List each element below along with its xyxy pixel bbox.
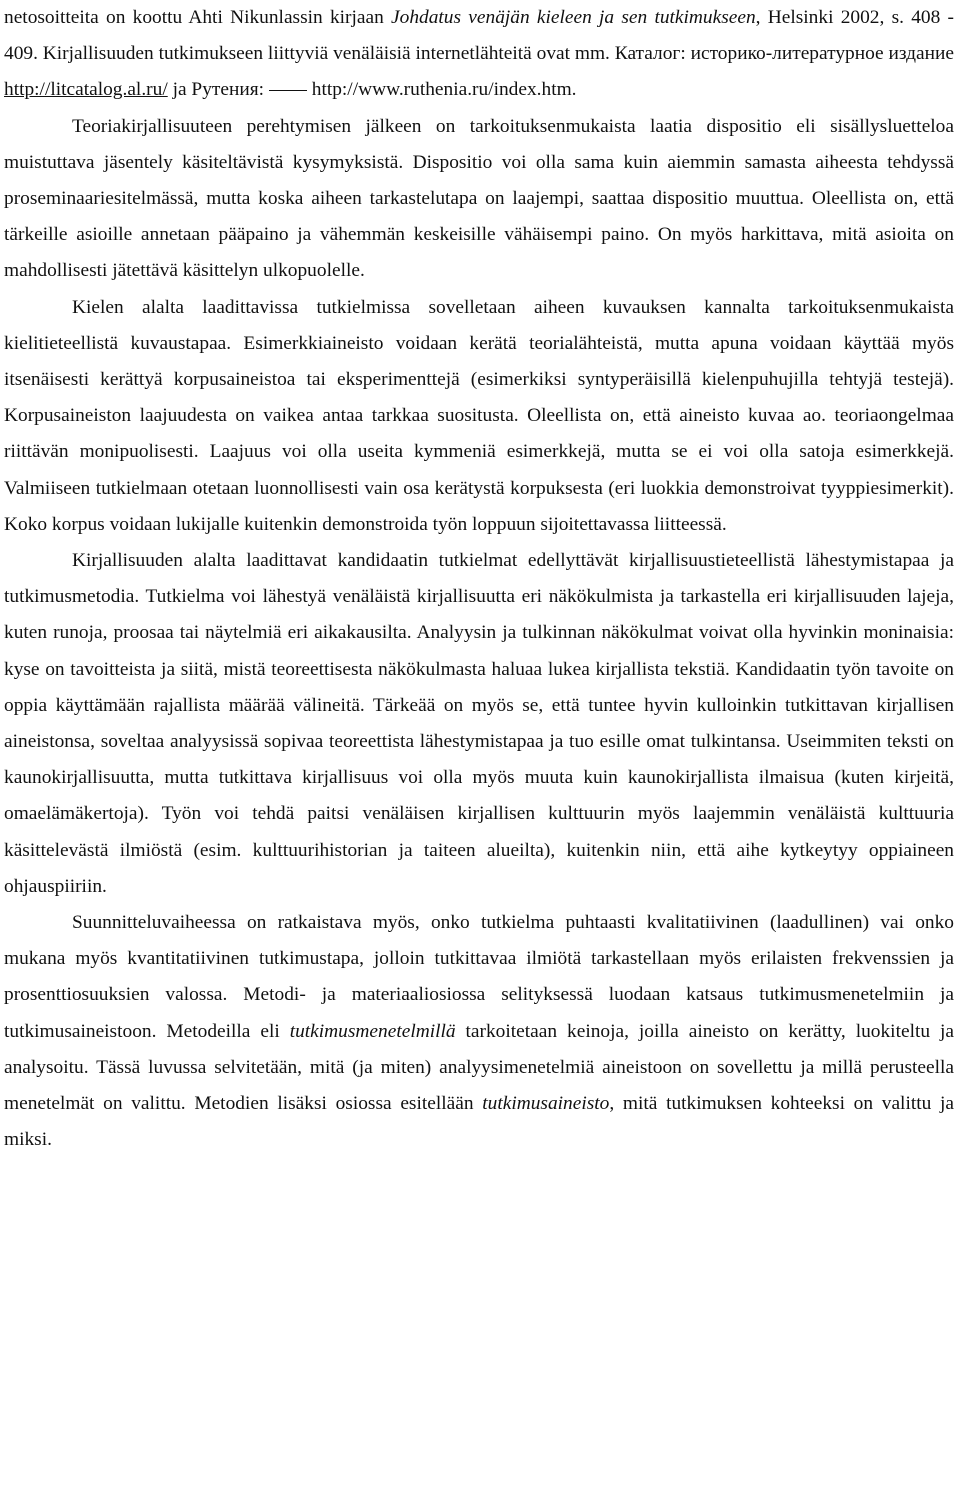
underline-mark [269, 90, 307, 91]
paragraph-language-theses: Kielen alalta laadittavissa tutkielmissa sovelletaan aiheen kuvauksen kannalta tarkoituksenmukaista kielitieteellistä kuvaustapaa. Esimerkkiaineisto voidaan kerätä teorialähteistä, mutta apuna voidaan käyttää myös itsenäisesti kerättyä korpusaineistoa tai eksperimenttejä (esimerkiksi syntyperäisillä kielenpuhujilla tehtyjä testejä). Korpusaineiston laajuudesta on vaikea antaa tarkkaa suositusta. Oleellista on, että aineisto kuvaa ao. teoriaongelmaa riittävän monipuolisesti. Laajuus voi olla useita kymmeniä esimerkkejä, mutta se ei voi olla satoja esimerkkejä. Valmiiseen tutkielmaan otetaan luonnollisesti vain osa kerätystä korpuksesta (eri luokkia demonstroivat tyyppiesimerkit). Koko korpus voidaan lukijalle kuitenkin demonstroida työn loppuun sijoitettavassa liitteessä. [4, 296, 954, 535]
paragraph-dispositio: Teoriakirjallisuuteen perehtymisen jälkeen on tarkoituksenmukaista laatia dispositio eli sisällysluetteloa muistuttava jäsentely käsiteltävistä kysymyksistä. Dispositio voi olla sama kuin aiemmin samasta aiheesta tehdyssä proseminaariesitelmässä, mutta koska aiheen tarkastelutapa on laajempi, saattaa dispositio muuttua. Oleellista on, että tärkeille asioille annetaan pääpaino ja vähemmän keskeisille vähäisempi paino. On myös harkittava, mitä asioita on mahdollisesti jätettävä käsittelyn ulkopuolelle. [4, 115, 954, 282]
methods-term-italic: tutkimusmenetelmillä [289, 1020, 456, 1042]
paragraph-text: tarkoitetaan keinoja, joilla aineisto on kerätty, luokiteltu ja analysoitu. Tässä luvussa selvitetään, mitä (ja miten) analyysimenetelmiä aineistoon on sovellettu ja millä perusteella menetelmät on valittu. Metodien lisäksi osiossa esitellään [4, 1020, 954, 1115]
paragraph-text: , Helsinki 2002, s. 408 - 409. Kirjallisuuden tutkimukseen liittyviä venäläisiä internetlähteitä ovat mm. Каталог: историко-литературное издание [4, 7, 954, 65]
material-term-italic: tutkimusaineisto [482, 1093, 610, 1115]
paragraph-methods [4, 905, 954, 1158]
book-title-italic: Johdatus venäjän kieleen ja sen tutkimukseen [391, 7, 756, 28]
litcatalog-link[interactable]: http://litcatalog.al.ru/ [4, 79, 168, 101]
paragraph-text: netosoitteita on koottu Ahti Nikunlassin kirjaan [4, 7, 392, 28]
paragraph-literature-theses: Kirjallisuuden alalta laadittavat kandidaatin tutkielmat edellyttävät kirjallisuustieteellistä lähestymistapaa ja tutkimusmetodia. Tutkielma voi lähestyä venäläistä kirjallisuutta eri näkökulmista ja tarkastella eri kirjallisuuden lajeja, kuten runoja, proosaa tai näytelmiä eri aikakausilta. Analyysin ja tulkinnan näkökulmat voivat olla hyvinkin moninaisia: kyse on tavoitteista ja siitä, mistä teoreettisesta näkökulmasta haluaa lukea kirjallista tekstiä. Kandidaatin työn tavoite on oppia käyttämään rajallista määrää välineitä. Tärkeää on myös se, että tuntee hyvin kulloinkin tutkittavan kirjallisen aineistonsa, soveltaa analyysissä sopivaa teoreettista lähestymistapaa ja tuo esille omat tulkintansa. Useimmiten teksti on kaunokirjallisuutta, mutta tutkittava kirjallisuus voi olla myös muuta kuin kaunokirjallista ilmaisua (kuten kirjeitä, omaelämäkertoja). Työn voi tehdä paitsi venäläisen kirjallisen kulttuurin myös laajemmin venäläistä kulttuuria käsittelevästä ilmiöstä (esim. kulttuurihistorian ja taiteen alueilta), kuitenkin niin, että aihe kytkeytyy oppiaineen ohjauspiiriin. [4, 550, 954, 897]
paragraph-web-sources [4, 0, 954, 109]
paragraph-text: , mitä tutkimuksen kohteeksi on valittu ja miksi. [4, 1093, 954, 1151]
document-page [4, 0, 954, 1159]
paragraph-text: Suunnitteluvaiheessa on ratkaistava myös, onko tutkielma puhtaasti kvalitatiivinen (laadullinen) vai onko mukana myös kvantitatiivinen tutkimustapa, jolloin tutkittavaa ilmiötä tarkastellaan myös erilaisten frekvenssien ja prosenttiosuuksien valossa. Metodi- ja materiaaliosiossa selityksessä luodaan katsaus tutkimusmenetelmiin ja tutkimusaineistoon. Metodeilla eli [4, 912, 954, 1042]
paragraph-text: ja Рутения: [167, 79, 269, 101]
ruthenia-link[interactable]: http://www.ruthenia.ru/index.htm. [311, 79, 577, 101]
